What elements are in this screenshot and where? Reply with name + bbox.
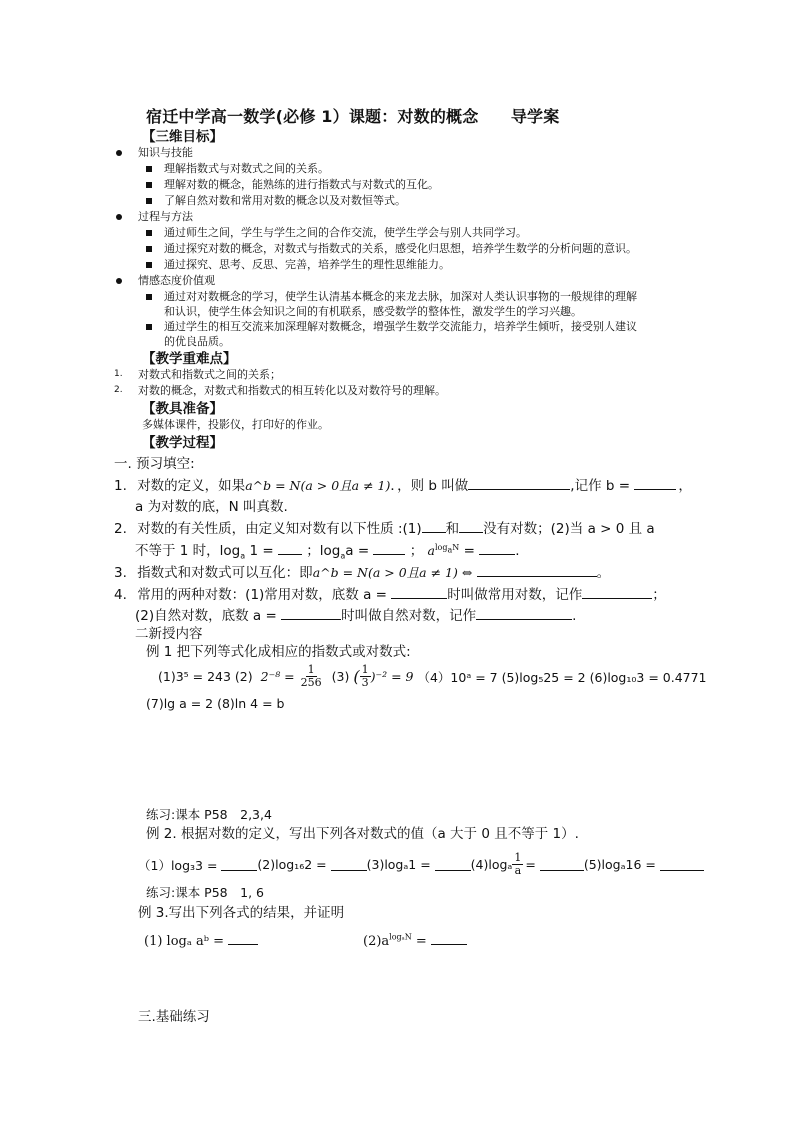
q1-text: ．，则 b 叫做 [390,478,469,494]
bullet-square-icon [146,182,152,188]
ex2-item: = [525,857,536,872]
q2-text: 没有对数；(2)当 a > 0 且 a [483,521,655,537]
answer-blank[interactable] [221,858,257,871]
ex3-item: (2)a [363,934,390,949]
bullet-square-icon [146,166,152,172]
bullet-square-icon [146,324,152,330]
example-2-items [138,852,704,877]
q3-line [114,561,610,581]
ex3-item: (1) logₐ aᵇ = [144,934,224,949]
answer-blank[interactable] [660,858,704,871]
goal-2-item: 通过探究、思考、反思、完善，培养学生的理性思维能力。 [164,258,450,271]
goal-1-heading: 知识与技能 [138,146,193,159]
answer-blank[interactable] [278,542,302,555]
q2-identity: $a^{log_aN}$ [427,542,460,558]
q1-line2: a 为对数的底，N 叫真数. [135,499,288,515]
q2-text: 1 = [249,543,274,559]
q2-text: a = [345,543,370,559]
q2-text: 和 [445,521,460,537]
goal-3-item: 通过对对数概念的学习，使学生认清基本概念的来龙去脉，加深对人类认识事物的一般规律的理解 [164,290,637,303]
example-2-heading: 例 2. 根据对数的定义，写出下列各对数式的值（a 大于 0 且不等于 1）. [146,826,579,842]
q2-text: 对数的有关性质，由定义知对数有以下性质 :(1) [137,521,422,537]
ex2-item: (4)logₐ [470,857,513,872]
answer-blank[interactable] [459,520,483,533]
q3-text: 。 [596,565,611,581]
q1-formula: a^b = N(a > 0且a ≠ 1) [245,478,391,493]
q4-line [114,583,666,603]
goal-3-heading: 情感态度价值观 [138,274,215,287]
section-tools-heading: 【教具准备】 [142,401,223,417]
goal-1-item: 理解对数的概念，能熟练的进行指数式与对数式的互化。 [164,178,439,191]
q-number: 1. [114,478,127,494]
fraction: $\frac{1}{3}$ [361,663,369,689]
key-number: 2. [114,385,123,395]
answer-blank[interactable] [422,520,446,533]
ex2-item: (3)logₐ1 = [366,857,431,872]
q2-text: = [463,543,475,559]
ex3-superscript: logₐN [389,932,412,942]
q2-line2: 不等于 1 时，$\log_a 1$ = ；$\log_aa$ = ； $a^{log_aN}$ = . [135,542,520,561]
answer-blank[interactable] [373,542,405,555]
q2-text: ； [409,543,424,559]
q4-text: 时叫做常用对数，记作 [447,587,583,603]
q2-text: ；log [306,543,341,559]
q4-text: 常用的两种对数：(1)常用对数，底数 a = [137,587,387,603]
part1-heading: 一. 预习填空: [114,456,195,472]
q1-line [114,474,692,494]
ex3-item: = [415,934,427,949]
ex1-item: (1)3⁵ = 243 (2) [158,669,253,684]
answer-blank[interactable] [431,932,467,945]
ex1-item: )⁻² = 9 [370,669,414,684]
q2-line [114,517,655,537]
answer-blank[interactable] [391,586,447,599]
example-3-item-2 [363,932,467,949]
goal-3-item: 通过学生的相互交流来加深理解对数概念，增强学生数学交流能力，培养学生倾听，接受别人建议 [164,320,637,333]
q2-text: 不等于 1 时，log [135,543,241,559]
answer-blank[interactable] [228,932,258,945]
bullet-square-icon [146,246,152,252]
q3-text: 指数式和对数式可以互化：即 [137,565,313,581]
ex1-item: (7)lg a = 2 (8)ln 4 = b [146,696,285,711]
answer-blank[interactable] [540,858,584,871]
fraction: $\frac{1}{a}$ [514,851,522,877]
ex1-item: （4）10ᵃ = 7 (5)log₅25 = 2 (6)log₁₀3 = 0.4771 [417,669,707,685]
answer-blank[interactable] [476,607,572,620]
bullet-square-icon [146,294,152,300]
goal-1-item: 理解指数式与对数式之间的关系。 [164,162,329,175]
q-number: 3. [114,565,127,581]
q3-formula: a^b = N(a > 0且a ≠ 1) ⇔ [312,565,473,580]
part2-heading: 二新授内容 [135,626,203,642]
answer-blank[interactable] [582,586,652,599]
section-key-heading: 【教学重难点】 [142,351,237,367]
goal-2-heading: 过程与方法 [138,210,193,223]
bullet-dot-icon [116,150,122,156]
q-number: 2. [114,521,127,537]
fraction: $\frac{1}{256}$ [300,663,322,689]
example-1-heading: 例 1 把下列等式化成相应的指数式或对数式: [146,644,411,660]
practice-1: 练习:课本 P58 2,3,4 [146,807,272,822]
bullet-square-icon [146,198,152,204]
part3-heading: 三.基础练习 [138,1009,210,1025]
ex2-item: (2)log₁₆2 = [257,857,327,872]
page-title: 宿迁中学高一数学(必修 1）课题：对数的概念 导学案 [146,107,560,126]
goal-2-item: 通过探究对数的概念，对数式与指数式的关系，感受化归思想，培养学生数学的分析问题的意识。 [164,242,637,255]
goal-3-item-continued: 的优良品质。 [164,335,230,348]
q4-text: (2)自然对数，底数 a = [135,608,277,624]
q4-text: ； [652,587,666,603]
q4-text: 时叫做自然对数，记作 [341,608,477,624]
answer-blank[interactable] [331,858,367,871]
answer-blank[interactable] [281,607,341,620]
answer-blank[interactable] [477,564,597,577]
example-3-item-1 [144,932,258,949]
example-1-items: (1)3⁵ = 243 (2) 2⁻⁸ = $\frac{1}{256}$ (3) ( $\frac{1}{3}$ )⁻² = 9 （4）10ᵃ = 7 (5)log₅25 = 2 (6)log₁₀3 = 0.4771 [158,663,707,689]
q1-text: 对数的定义，如果 [137,478,246,494]
key-item: 对数式和指数式之间的关系； [138,368,281,381]
section-process-heading: 【教学过程】 [142,435,223,451]
practice-2: 练习:课本 P58 1, 6 [146,885,264,900]
ex2-item: (5)logₐ16 = [583,857,656,872]
key-number: 1. [114,369,123,379]
answer-blank[interactable] [468,477,570,490]
bullet-dot-icon [116,278,122,284]
ex1-item: 2⁻⁸ = [260,669,295,684]
goal-3-item-continued: 和认识，使学生体会知识之间的有机联系，感受数学的整体性，激发学生的学习兴趣。 [164,305,582,318]
bullet-dot-icon [116,214,122,220]
answer-blank[interactable] [634,477,676,490]
ex1-item: (3) [331,669,350,684]
q1-text: ,记作 b = [570,478,631,494]
goal-1-item: 了解自然对数和常用对数的概念以及对数恒等式。 [164,194,406,207]
key-item: 对数的概念，对数式和指数式的相互转化以及对数符号的理解。 [138,384,446,397]
bullet-square-icon [146,262,152,268]
example-3-heading: 例 3.写出下列各式的结果，并证明 [138,905,345,921]
goal-2-item: 通过师生之间，学生与学生之间的合作交流，使学生学会与别人共同学习。 [164,226,527,239]
answer-blank[interactable] [479,542,515,555]
answer-blank[interactable] [435,858,471,871]
q1-text: ， [678,478,692,494]
ex2-item: （1）log₃3 = [138,857,218,873]
tools-text: 多媒体课件，投影仪，打印好的作业。 [142,418,329,431]
q-number: 4. [114,587,127,603]
section-goals-heading: 【三维目标】 [142,129,223,145]
bullet-square-icon [146,230,152,236]
q4-text: . [572,608,577,624]
q4-line2 [135,604,576,624]
